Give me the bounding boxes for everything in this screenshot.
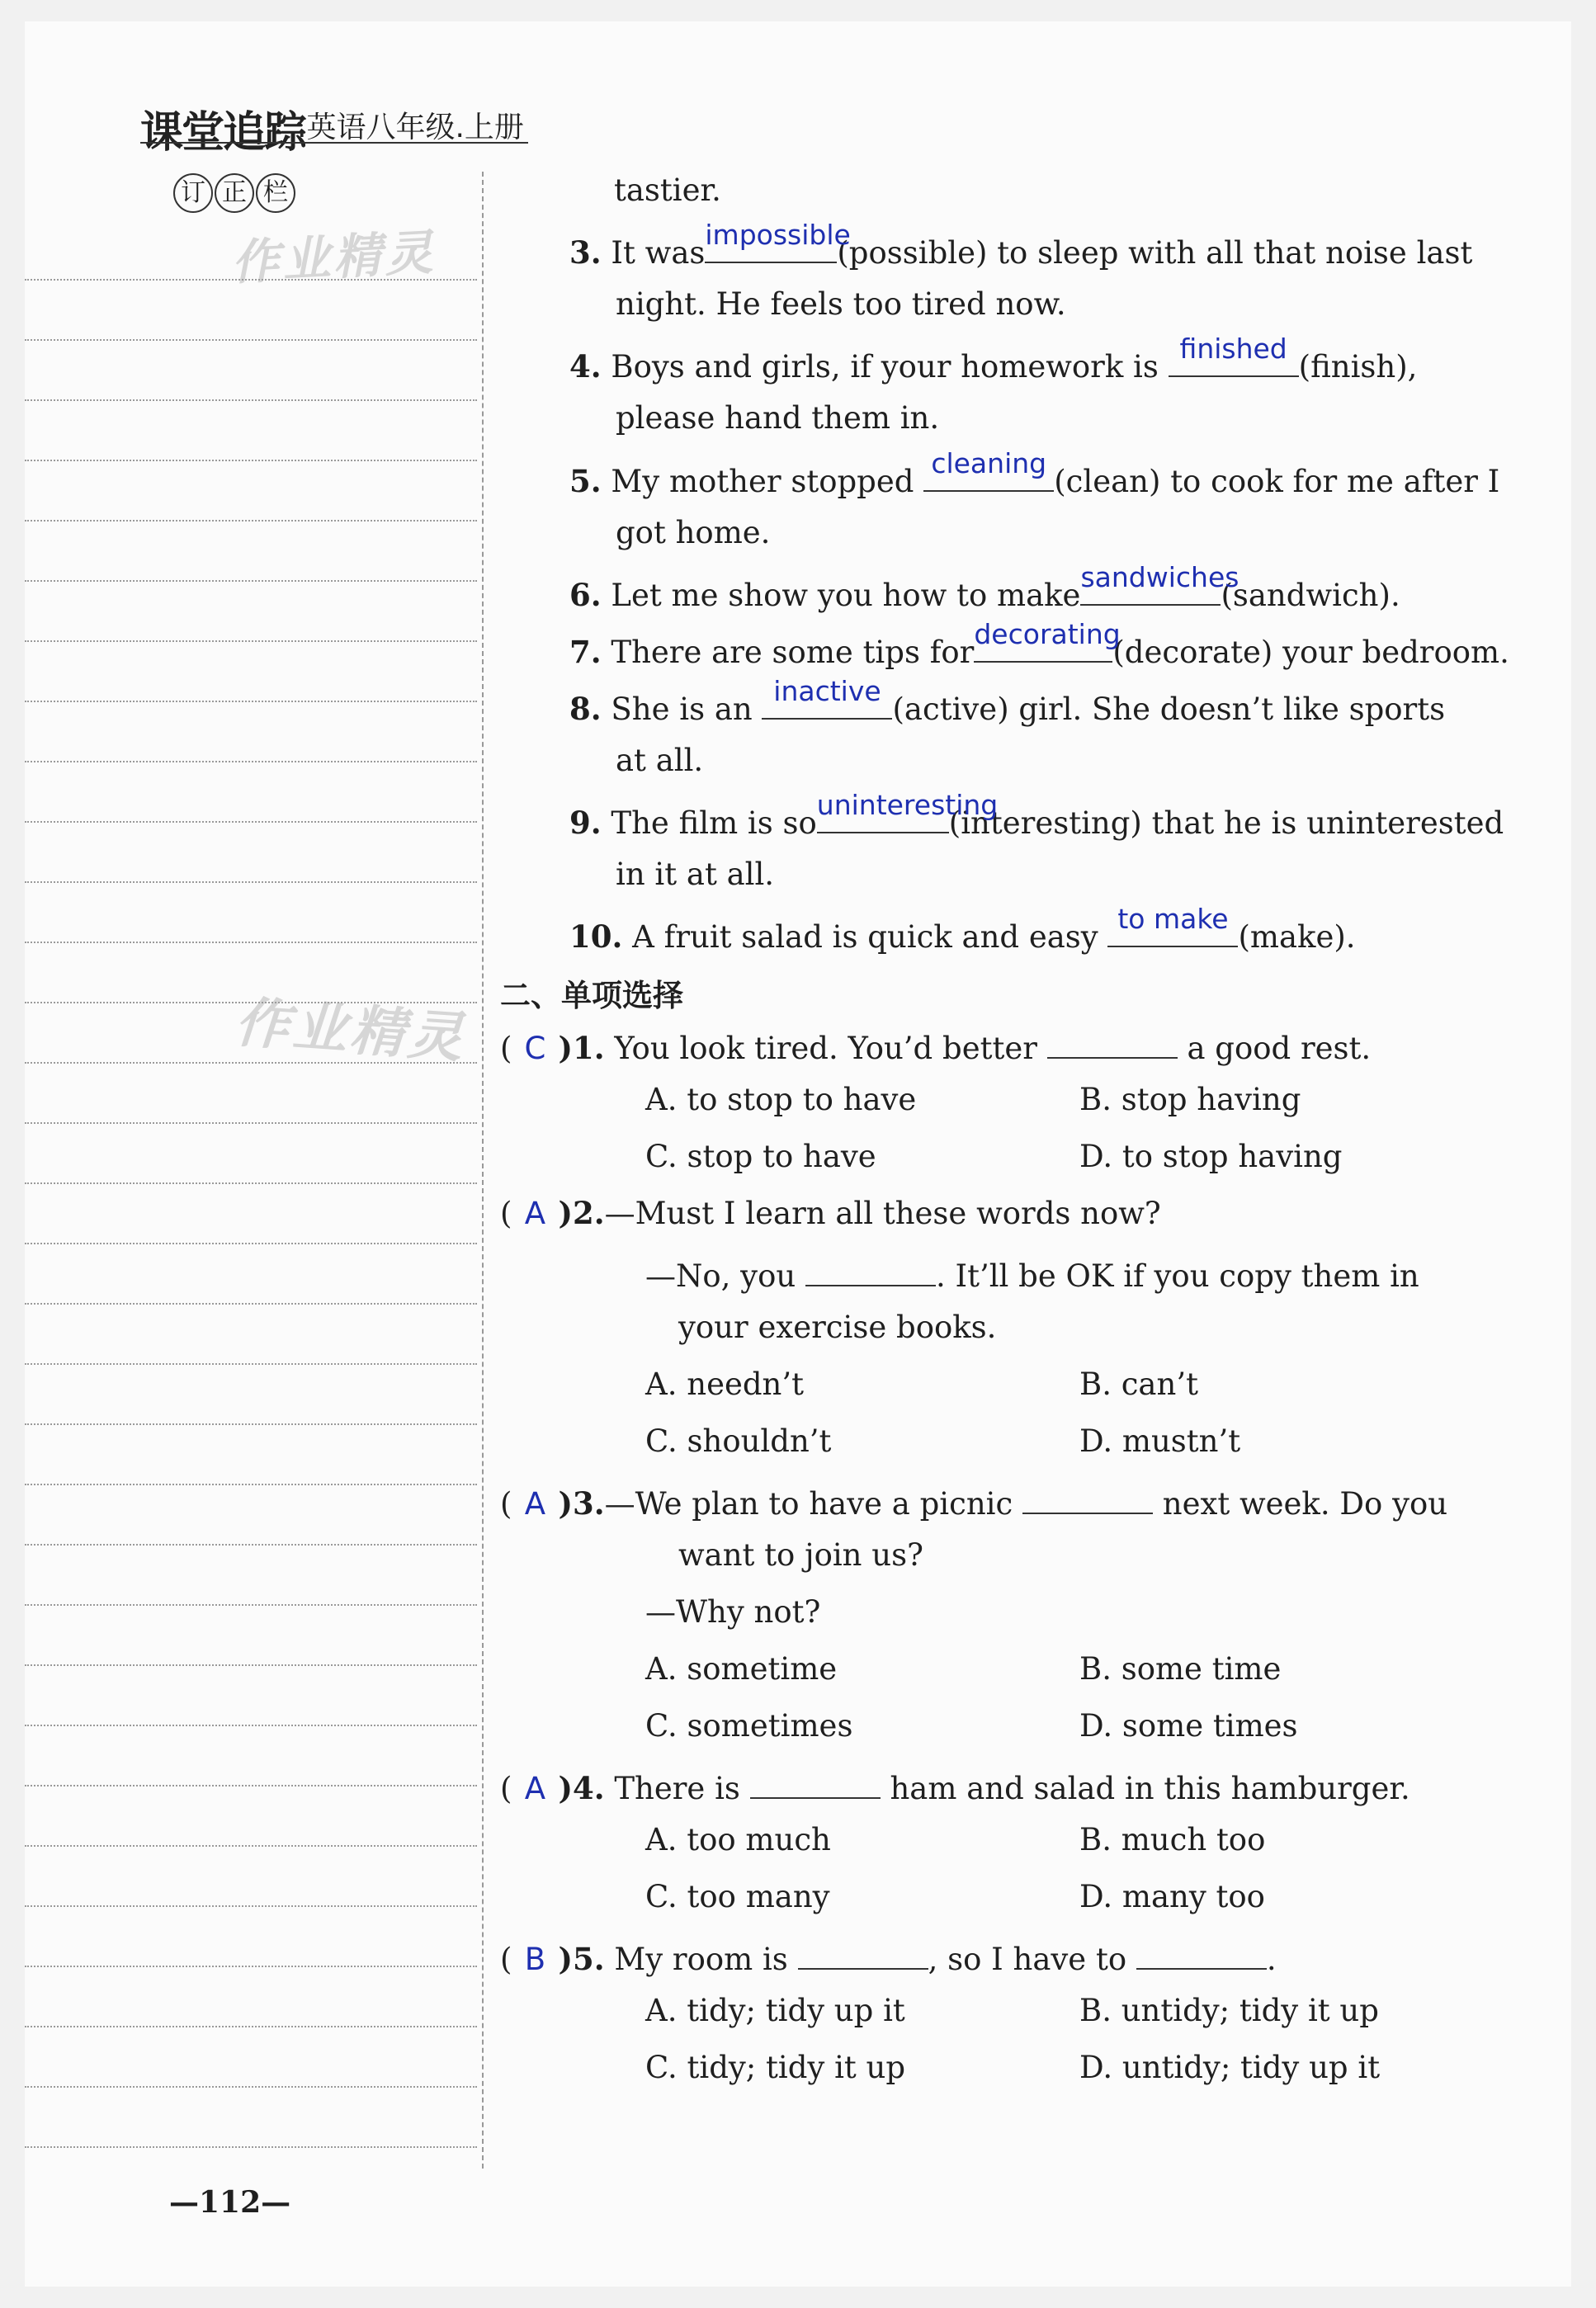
question-text: My room is	[614, 1942, 788, 1977]
question-text: Boys and girls, if your homework is	[611, 349, 1159, 385]
question-text: —No, you	[645, 1258, 796, 1294]
question-number: 3.	[569, 234, 602, 271]
q8-line1	[569, 675, 1446, 727]
question-text: (interesting) that he is uninterested	[948, 805, 1504, 841]
correction-line	[25, 1062, 477, 1064]
watermark: 作业精灵	[229, 224, 437, 291]
mc-q2-line3: your exercise books.	[678, 1310, 997, 1345]
q3-line1	[569, 219, 1473, 271]
question-text: The film is so	[611, 805, 817, 841]
answer-blank	[816, 789, 999, 833]
correction-line	[25, 1604, 477, 1606]
q10-line1	[569, 903, 1356, 955]
option-b: B. can’t	[1079, 1366, 1198, 1402]
correction-line	[25, 881, 477, 883]
question-text: (sandwich).	[1221, 578, 1400, 613]
option-b: B. stop having	[1079, 1082, 1301, 1117]
answer-blank	[1136, 1938, 1267, 1970]
mc-q1-stem	[500, 1027, 1371, 1064]
question-number: 10.	[569, 918, 623, 955]
mc-q3-line2: want to join us?	[678, 1537, 923, 1573]
question-text: . It’ll be OK if you copy them in	[935, 1258, 1419, 1294]
option-c: C. tidy; tidy it up	[645, 2050, 906, 2085]
question-number: 5.	[569, 463, 602, 499]
correction-line	[25, 640, 477, 642]
question-number: )5.	[558, 1941, 605, 1977]
handwritten-choice: A	[524, 1486, 546, 1522]
handwritten-answer: cleaning	[931, 447, 1047, 479]
correction-line	[25, 1363, 477, 1365]
correction-line	[25, 1303, 477, 1305]
correction-line	[25, 2146, 477, 2148]
option-d: D. some times	[1079, 1708, 1298, 1744]
answer-blank	[762, 675, 892, 720]
correction-line	[25, 279, 477, 281]
mc-q3-stem	[500, 1483, 1448, 1522]
answer-blank	[923, 447, 1054, 492]
mc-q5-stem	[500, 1938, 1277, 1975]
q4-line1	[569, 333, 1418, 385]
bracket: (	[500, 1196, 512, 1231]
answer-blank	[750, 1768, 881, 1799]
correction-line	[25, 761, 477, 762]
question-text: Let me show you how to make	[611, 578, 1081, 613]
answer-blank	[1107, 903, 1238, 947]
correction-line	[25, 1725, 477, 1726]
q8-line2: at all.	[616, 743, 704, 778]
question-text: —We plan to have a picnic	[604, 1486, 1013, 1522]
answer-blank	[974, 618, 1121, 663]
option-d: D. untidy; tidy up it	[1079, 2050, 1381, 2085]
mc-q2-stem	[500, 1195, 1161, 1231]
question-text: A fruit salad is quick and easy	[632, 919, 1098, 955]
q9-line1	[569, 789, 1504, 841]
watermark: 作业精灵	[233, 990, 468, 1070]
question-text: , so I have to	[928, 1942, 1127, 1977]
handwritten-choice: A	[524, 1196, 546, 1231]
correction-line	[25, 2086, 477, 2088]
question-number: )3.	[558, 1485, 605, 1522]
correction-line	[25, 1002, 477, 1003]
bracket: (	[500, 1031, 512, 1066]
correction-line	[25, 1243, 477, 1244]
handwritten-choice: B	[524, 1942, 546, 1977]
question-text: next week. Do you	[1162, 1486, 1448, 1522]
correction-line	[25, 1845, 477, 1847]
answer-blank	[805, 1255, 936, 1286]
question-number: )4.	[558, 1770, 605, 1806]
question-text: It was	[611, 235, 706, 271]
question-number: 6.	[569, 577, 602, 613]
answer-blank	[1022, 1483, 1153, 1514]
q6-line1	[569, 561, 1400, 613]
correction-line	[25, 580, 477, 582]
correction-line	[25, 942, 477, 943]
correction-line	[25, 1544, 477, 1546]
question-text: (decorate) your bedroom.	[1112, 635, 1509, 670]
title-char: 正	[215, 173, 254, 213]
correction-column-title	[173, 173, 297, 213]
title-char: 订	[173, 173, 213, 213]
question-text: (active) girl. She doesn’t like sports	[892, 691, 1446, 727]
option-d: D. to stop having	[1079, 1139, 1343, 1174]
mc-q4-stem	[500, 1768, 1410, 1804]
q5-line2: got home.	[616, 515, 771, 550]
option-c: C. stop to have	[645, 1139, 876, 1174]
question-number: 4.	[569, 348, 602, 385]
handwritten-answer: inactive	[773, 675, 881, 707]
answer-blank	[1047, 1027, 1178, 1059]
question-text: She is an	[611, 691, 753, 727]
handwritten-choice: A	[524, 1771, 546, 1806]
correction-line	[25, 1484, 477, 1485]
correction-line	[25, 1785, 477, 1786]
answer-blank	[1080, 561, 1239, 606]
question-text: —Must I learn all these words now?	[604, 1196, 1161, 1231]
question-text: My mother stopped	[611, 464, 914, 499]
correction-line	[25, 1423, 477, 1425]
correction-line	[25, 1182, 477, 1184]
question-number: 8.	[569, 691, 602, 727]
question-text: a good rest.	[1187, 1031, 1372, 1066]
correction-line	[25, 2026, 477, 2027]
option-a: A. needn’t	[645, 1366, 805, 1402]
bracket: (	[500, 1771, 512, 1806]
question-text: (make).	[1238, 919, 1356, 955]
option-d: D. many too	[1079, 1879, 1265, 1914]
question-text: (possible) to sleep with all that noise last	[837, 235, 1473, 271]
brand-logo: 课堂追踪	[140, 108, 306, 158]
column-divider	[482, 172, 484, 2169]
correction-line	[25, 701, 477, 702]
question-text: (clean) to cook for me after I	[1054, 464, 1500, 499]
question-number: 9.	[569, 805, 602, 841]
answer-blank	[705, 219, 851, 263]
correction-line	[25, 1905, 477, 1907]
question-number: )1.	[558, 1030, 605, 1066]
page-number: —112—	[169, 2185, 291, 2220]
question-text: (finish),	[1298, 349, 1418, 385]
book-subtitle: .英语八年级.上册	[297, 111, 524, 144]
title-char: 栏	[256, 173, 295, 213]
correction-line	[25, 520, 477, 522]
question-number: 7.	[569, 634, 602, 670]
correction-line	[25, 1966, 477, 1967]
option-d: D. mustn’t	[1079, 1423, 1241, 1459]
question-text: There are some tips for	[611, 635, 975, 670]
question-text: .	[1266, 1942, 1277, 1977]
answer-blank	[1169, 333, 1299, 377]
handwritten-answer: finished	[1179, 333, 1287, 365]
q7-line1	[569, 618, 1509, 670]
question-text: ham and salad in this hamburger.	[890, 1771, 1410, 1806]
option-c: C. sometimes	[645, 1708, 853, 1744]
option-c: C. too many	[645, 1879, 830, 1914]
q5-line1	[569, 447, 1500, 499]
bracket: (	[500, 1486, 512, 1522]
question-text: You look tired. You’d better	[614, 1031, 1037, 1066]
correction-line	[25, 399, 477, 401]
option-b: B. much too	[1079, 1822, 1266, 1857]
mc-q2-line2	[645, 1255, 1419, 1294]
bracket: (	[500, 1942, 512, 1977]
option-b: B. some time	[1079, 1651, 1282, 1687]
q9-line2: in it at all.	[616, 857, 775, 892]
q2-continuation: tastier.	[614, 172, 721, 208]
section-title: 二、单项选择	[500, 978, 683, 1013]
question-text: There is	[614, 1771, 740, 1806]
option-a: A. tidy; tidy up it	[645, 1993, 905, 2028]
correction-line	[25, 1122, 477, 1124]
handwritten-answer: decorating	[974, 618, 1121, 650]
handwritten-answer: uninteresting	[816, 789, 999, 821]
option-a: A. to stop to have	[645, 1082, 917, 1117]
question-number: )2.	[558, 1195, 605, 1231]
handwritten-answer: sandwiches	[1080, 561, 1239, 593]
answer-blank	[798, 1938, 928, 1970]
option-a: A. too much	[645, 1822, 831, 1857]
option-b: B. untidy; tidy it up	[1079, 1993, 1379, 2028]
q3-line2: night. He feels too tired now.	[616, 286, 1066, 322]
correction-line	[25, 1664, 477, 1666]
mc-q3-line3: —Why not?	[645, 1594, 821, 1630]
option-c: C. shouldn’t	[645, 1423, 832, 1459]
correction-line	[25, 821, 477, 823]
correction-line	[25, 339, 477, 341]
handwritten-choice: C	[524, 1031, 546, 1066]
q4-line2: please hand them in.	[616, 400, 940, 436]
option-a: A. sometime	[645, 1651, 838, 1687]
handwritten-answer: to make	[1117, 903, 1229, 935]
correction-line	[25, 460, 477, 461]
handwritten-answer: impossible	[705, 219, 851, 251]
header-rule	[140, 142, 528, 144]
